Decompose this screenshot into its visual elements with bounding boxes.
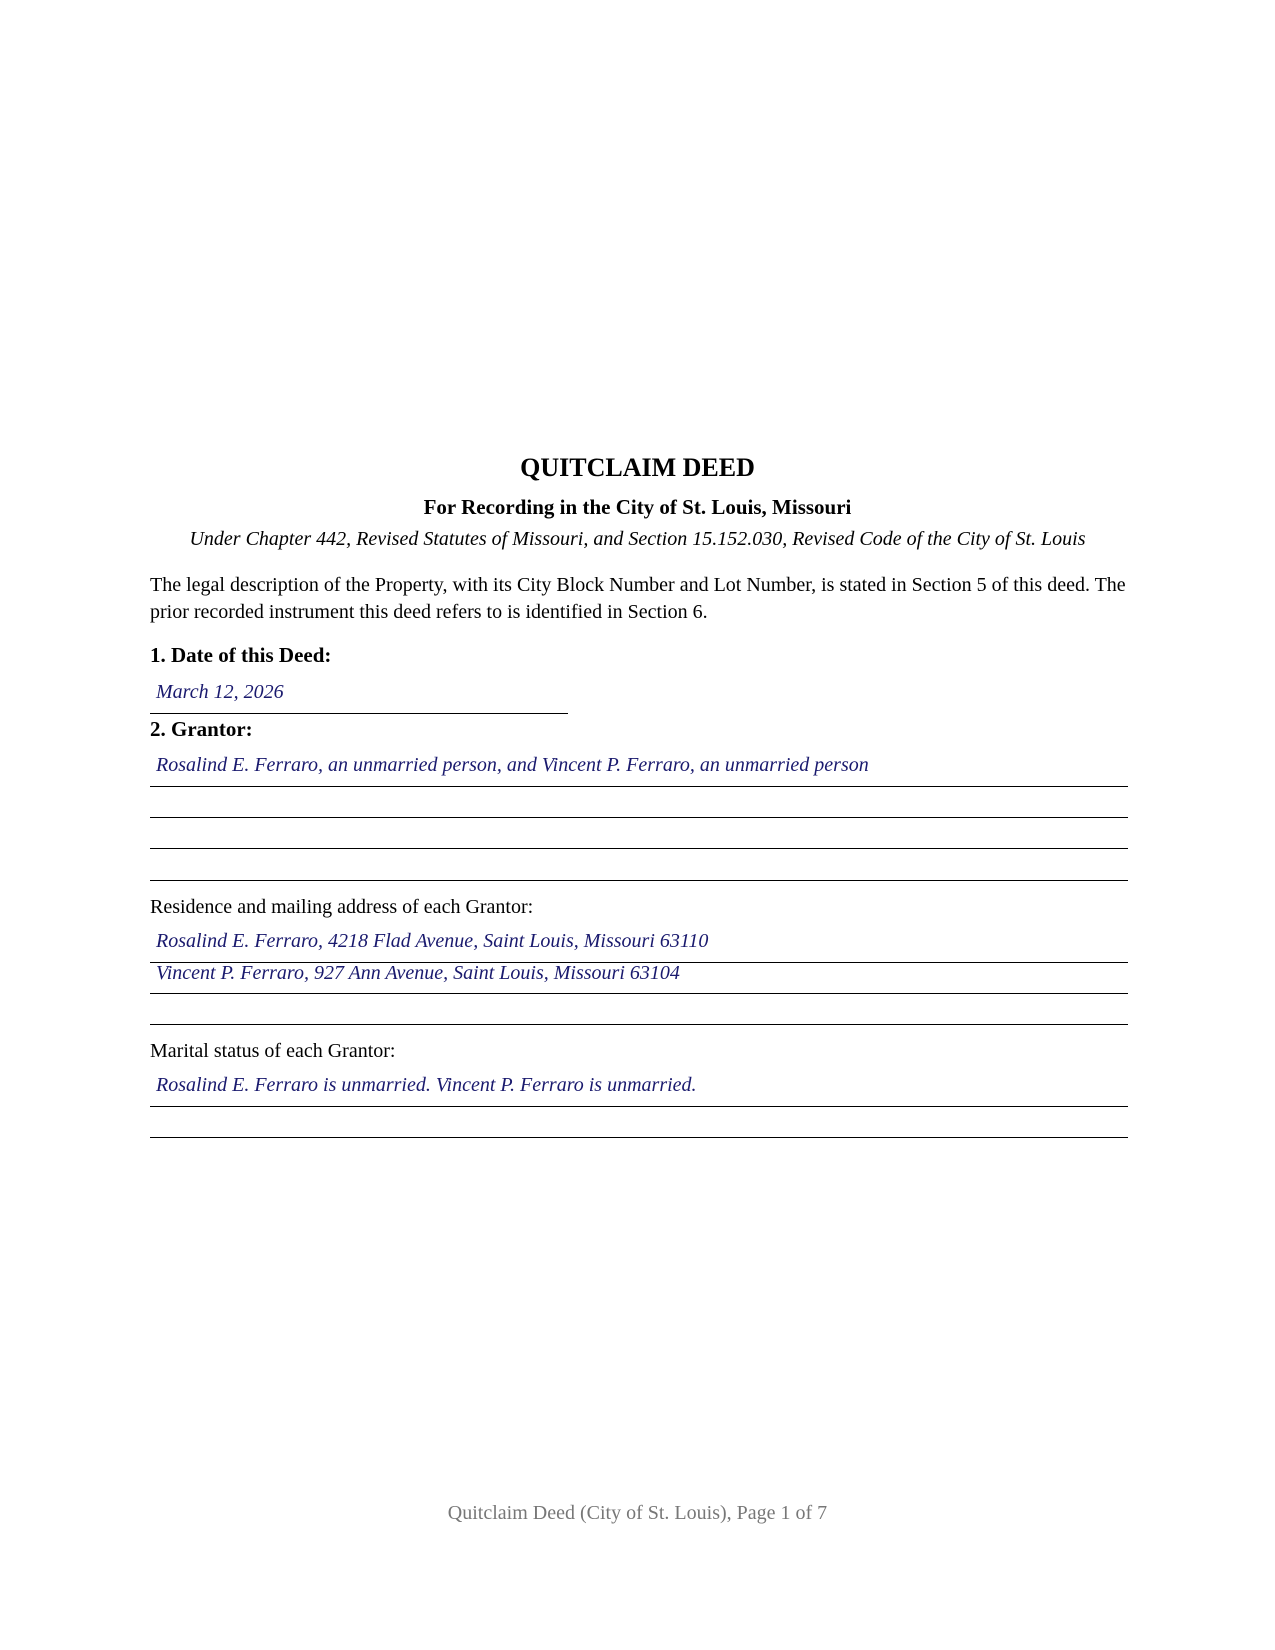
address-fill-line-3: [150, 1024, 1128, 1025]
document-title: QUITCLAIM DEED: [520, 453, 755, 482]
date-heading: 1. Date of this Deed:: [150, 643, 332, 667]
grantor-address-1: Rosalind E. Ferraro, 4218 Flad Avenue, Saint Louis, Missouri 63110: [156, 930, 709, 952]
address-fill-line-2: [150, 993, 1128, 994]
marital-fill-line-1: [150, 1106, 1128, 1107]
grantor-fill-line-2: [150, 817, 1128, 818]
page-footer: Quitclaim Deed (City of St. Louis), Page 1 of 7: [447, 1502, 828, 1524]
grantor-fill-line-4: [150, 880, 1128, 881]
address-label: Residence and mailing address of each Grantor:: [150, 896, 534, 918]
document-subtitle: For Recording in the City of St. Louis, Missouri: [423, 495, 852, 519]
grantor-heading: 2. Grantor:: [150, 717, 253, 741]
statutory-authority: Under Chapter 442, Revised Statutes of Missouri, and Section 15.152.030, Revised Code of the City of St. Louis: [189, 528, 1086, 550]
grantor-fill-line-1: [150, 786, 1128, 787]
grantor-fill-line-3: [150, 848, 1128, 849]
grantor-address-2: Vincent P. Ferraro, 927 Ann Avenue, Saint Louis, Missouri 63104: [156, 962, 680, 984]
marital-status-value: Rosalind E. Ferraro is unmarried. Vincent P. Ferraro is unmarried.: [156, 1074, 697, 1096]
date-fill-line: [150, 713, 568, 714]
intro-paragraph: The legal description of the Property, with its City Block Number and Lot Number, is stated in Section 5 of this deed. The prior recorded instrument this deed refers to is identified in Section 6.: [150, 574, 1126, 623]
marital-fill-line-2: [150, 1137, 1128, 1138]
date-value: March 12, 2026: [156, 681, 284, 703]
grantor-value: Rosalind E. Ferraro, an unmarried person, and Vincent P. Ferraro, an unmarried person: [156, 754, 869, 776]
marital-status-label: Marital status of each Grantor:: [150, 1040, 396, 1062]
